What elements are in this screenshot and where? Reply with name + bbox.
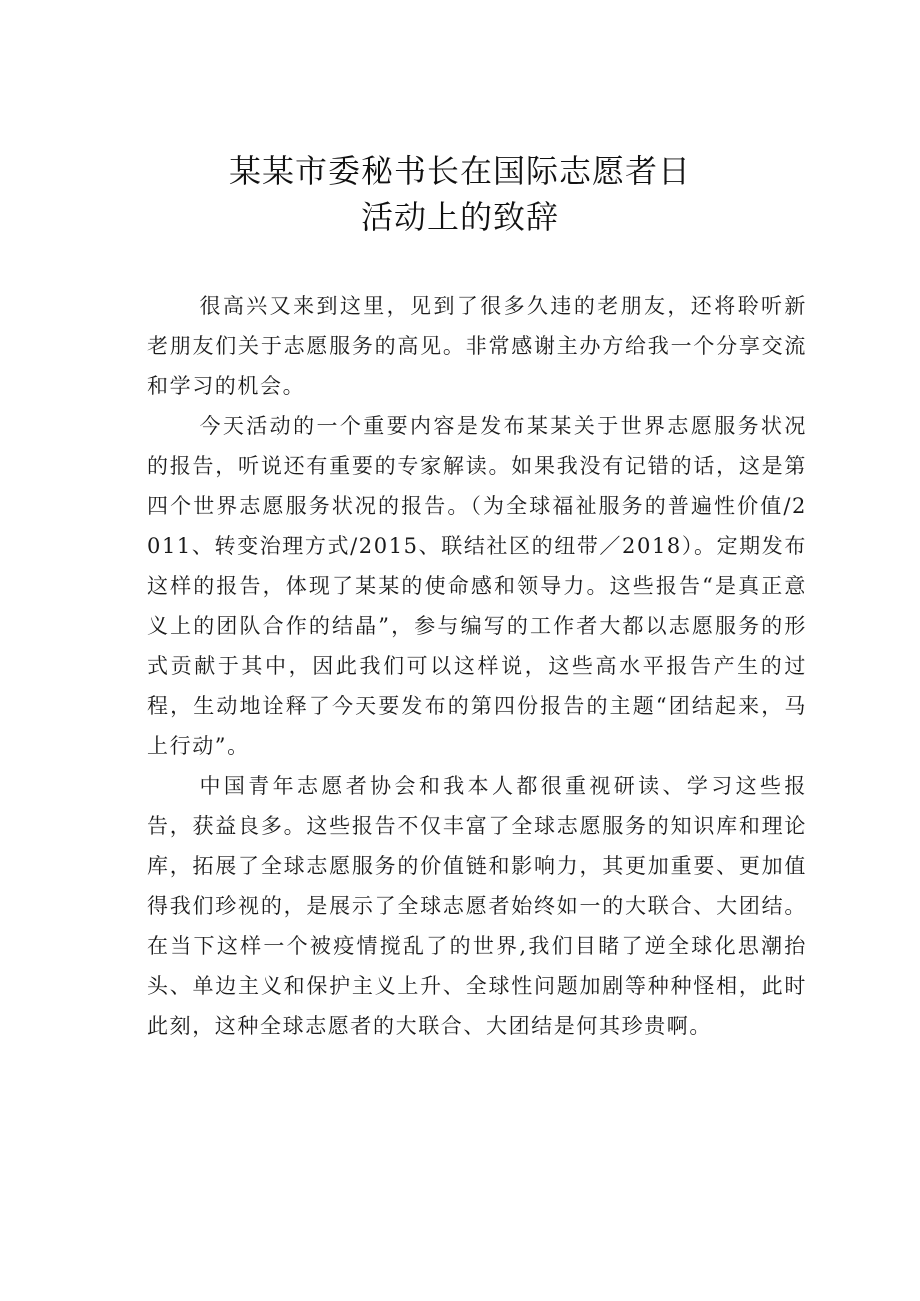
paragraph-greeting: 很高兴又来到这里，见到了很多久违的老朋友，还将聆听新老朋友们关于志愿服务的高见。非常感谢主办方给我一个分享交流和学习的机会。	[147, 294, 807, 398]
title-line-2: 活动上的致辞	[360, 198, 559, 236]
paragraph-report: 今天活动的一个重要内容是发布某某关于世界志愿服务状况的报告，听说还有重要的专家解读。如果我没有记错的话，这是第四个世界志愿服务状况的报告。（为全球福祉服务的普遍性价值/2011、转变治理方式/2015、联结社区的纽带／2018）。定期发布这样的报告，体现了某某的使命感和领导力。这些报告“是真正意义上的团队合作的结晶”，参与编写的工作者大都以志愿服务的形式贡献于其中，因此我们可以这样说，这些高水平报告产生的过程，生动地诠释了今天要发布的第四份报告的主题“团结起来，马上行动”。	[147, 414, 807, 758]
title-line-1: 某某市委秘书长在国际志愿者日	[228, 152, 691, 190]
document-title	[0, 148, 920, 240]
paragraph-solidarity: 中国青年志愿者协会和我本人都很重视研读、学习这些报告，获益良多。这些报告不仅丰富了全球志愿服务的知识库和理论库，拓展了全球志愿服务的价值链和影响力，其更加重要、更加值得我们珍视的，是展示了全球志愿者始终如一的大联合、大团结。在当下这样一个被疫情搅乱了的世界,我们目睹了逆全球化思潮抬头、单边主义和保护主义上升、全球性问题加剧等种种怪相，此时此刻，这种全球志愿者的大联合、大团结是何其珍贵啊。	[147, 774, 807, 1038]
document-body	[147, 286, 807, 1046]
